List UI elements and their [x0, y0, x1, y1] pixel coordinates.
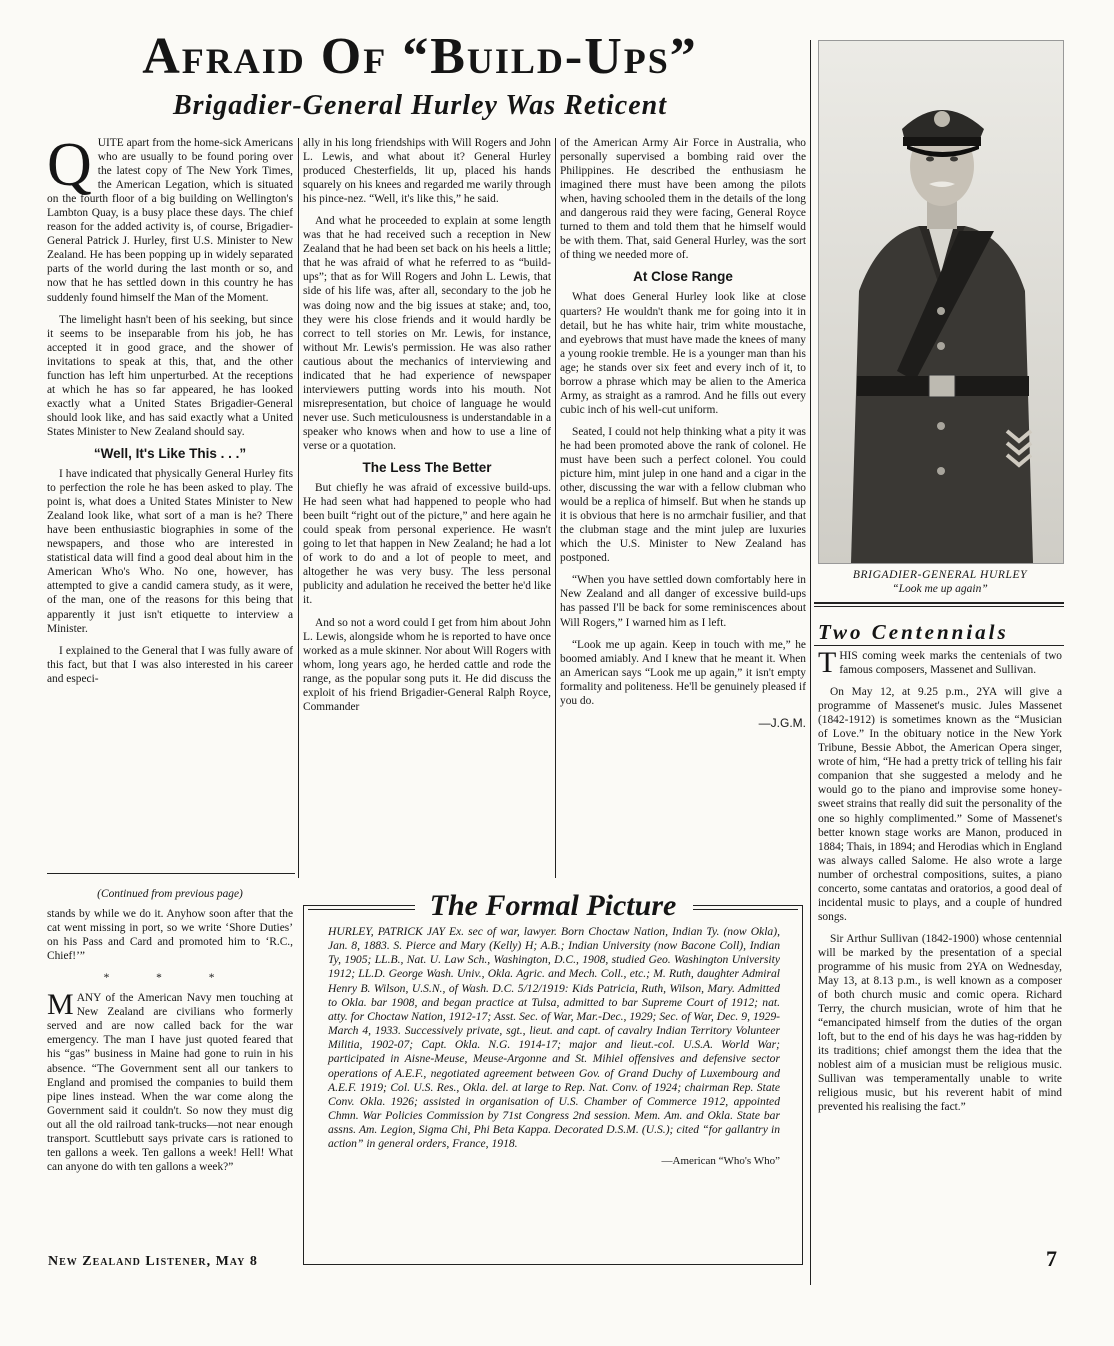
- page-number: 7: [1046, 1246, 1057, 1271]
- paragraph: I have indicated that physically General Hurley fits to perfection the role he has been asked to play. The point is, what does a United States Minister to New Zealand look like, what sort of a man is he? There have been enthusiastic biographies in some of the newspapers, and those who are interested in statistical data will find a good deal about him in the American Who's Who. No one, however, has attempted to give a candid camera study, as it were, of the man, one of the reasons for this being that apparently it just isn't etiquette to interview a Minister.: [47, 468, 293, 635]
- general-hurley-photo: [818, 40, 1064, 564]
- article-column-1: [47, 136, 293, 871]
- section-heading: The Less The Better: [362, 460, 492, 476]
- continued-label: (Continued from previous page): [97, 888, 243, 900]
- section-divider: [814, 602, 1064, 604]
- paragraph: Sir Arthur Sullivan (1842-1900) whose centennial will be marked by the presentation of a special programme of his music from 2YA on Wednesday, May 13, at 8.13 p.m., is well known as a composer of both church music and comic opera. Richard Terry, the church musician, wrote of him that he “emancipated himself from the duties of the organ loft, but to the end of his days he was hag-ridden by its traditions; chief amongst them the idea that the noblest aim of a musician must be religious music. Sullivan was temperamentally unable to write religious music, but his reverent habit of mind prevented his realising the fact.”: [818, 932, 1062, 1114]
- section-heading: “Well, It's Like This . . .”: [93, 445, 247, 461]
- paragraph: “When you have settled down comfortably here in New Zealand and all danger of excessive build-ups has passed I'll be back for some reminiscences about Will Rogers,” I warned him as I left.: [560, 574, 806, 629]
- author-signature: —J.G.M.: [758, 715, 806, 730]
- centennials-title: Two Centennials: [818, 620, 1009, 644]
- paragraph: of the American Army Air Force in Australia, who personally supervised a bombing raid over the Philippines. He described the enthusiasm he imagined there must have been among the pilots when, having schooled them in the details of the long and dangerous raid they were facing, General Royce turned to them and told them that he himself would be with them. That, said General Hurley, was the sort of thing we needed more of.: [560, 137, 806, 262]
- source-credit: —American “Who's Who”: [661, 1154, 780, 1167]
- column-divider: [555, 138, 556, 878]
- article-column-2: [303, 136, 551, 881]
- paragraph: UITE apart from the home-sick Americans who are usually to be found poring over the latest copy of The New York Times, the American Legation, which is situated on the fourth floor of a big building on Wellington's Lambton Quay, is a busy place these days. The chief reason for the added activity is, of course, Brigadier-General Patrick J. Hurley, first U.S. Minister to New Zealand. He has been popping up in widely separated parts of the world during the last month or so, and now that he has settled down in this country he has suddenly found himself the Man of the Moment.: [47, 137, 293, 304]
- centennials-column: [818, 649, 1062, 1249]
- paragraph: I explained to the General that I was fully aware of this fact, but that I was also interested in his career and especi-: [47, 644, 293, 685]
- paragraph: But chiefly he was afraid of excessive build-ups. He had seen what had happened to people who had been built “right out of the picture,” and here again he could speak from personal experience. He wasn't going to let that happen in New Zealand; he had a lot of work to do and a lot of people to meet, and altogether he was very busy. The less personal publicity and adulation he received the better he'd like it.: [303, 482, 551, 607]
- drop-cap: T: [818, 649, 837, 679]
- section-heading: At Close Range: [633, 269, 733, 285]
- continued-column: [47, 887, 293, 1242]
- paragraph: stands by while we do it. Anyhow soon after that the cat went missing in port, so we write ‘Shore Duties’ on his Pass and Card and promoted him to ‘R.C., Chief!’”: [47, 908, 293, 963]
- section-divider: [814, 606, 1064, 607]
- paragraph: ally in his long friendships with Will Rogers and John L. Lewis, and what about it? General Hurley produced Chesterfields, lit up, placed his hands squarely on his knees and regarded me warily through his pince-nez. “Well, it's like this,” he said.: [303, 137, 551, 206]
- caption-quote: “Look me up again”: [892, 583, 988, 595]
- paragraph: “Look me up again. Keep in touch with me,” he boomed amiably. And I knew that he meant it. When an American says “Look me up again,” it isn't empty formality and politeness. He'll be genuinely pleased if you do.: [560, 638, 806, 707]
- section-divider: [814, 645, 1064, 646]
- article-column-3: [560, 136, 806, 881]
- subheadline: Brigadier-General Hurley Was Reticent: [172, 90, 668, 121]
- drop-cap: Q: [47, 136, 92, 199]
- section-divider: [47, 873, 295, 874]
- column-divider: [810, 40, 811, 1285]
- caption-title: BRIGADIER-GENERAL HURLEY: [852, 569, 1028, 581]
- paragraph: Seated, I could not help thinking what a pity it was he had been promoted above the rank of colonel. He must have been such a perfect colonel. You could picture him, mint julep in one hand and a cigar in the other, discussing the war with a fellow clubman who would be a replica of himself. But when he stands up it is obvious that here is no armchair fusilier, and that the clubman stage and the mint julep are luxuries which the U.S. Minister to New Zealand has postponed.: [560, 425, 806, 565]
- headline: Afraid Of “Build-Ups”: [142, 28, 698, 85]
- formal-picture-text: [328, 925, 780, 1168]
- section-break: * * *: [103, 972, 237, 985]
- formal-picture-title: [303, 888, 803, 924]
- whos-who-entry: HURLEY, PATRICK JAY Ex. sec of war, lawyer. Born Choctaw Nation, Indian Ty. (now Okla), Jan. 8, 1883. S. Pierce and Mary (Kelly) H; A.B.; Indian University (now Bacone Coll), Indian Ty, 1905; LL.B., Nat. U. Law Sch., Washington, D.C., 1908, studied Geo. Washington University 1912; LL.D. George Wash. Univ., Okla. Agric. and Mech. Coll., etc.; M. Ruth, daughter Admiral Henry B. Wilson, U.S.N., of Wash. D.C. 5/12/1919: Kids Patricia, Ruth, Wilson, Mary. Admitted to Okla. bar 1908, and began practice at Tulsa, admitted to bar Supreme Court of 1912; nat. atty. for Choctaw Nation, 1912-17; Asst. Sec. of War, Mar.-Dec., 1929; Sec. of War, Dec. 9, 1929-March 4, 1933. Successively private, sgt., lieut. and capt. of cavalry Indian Territory Volunteer Militia, 1902-07; Capt. Okla. N.G. 1914-17; major and lieut.-col. U.S.A. World War; participated in Aisne-Meuse, Meuse-Argonne and St. Mihiel offensives and defensive sector operations of A.E.F., negotiated agreement between Gov. of Grand Duchy of Luxembourg and A.E.F. 1919; Col. U.S. Res., Okla. del. at large to Rep. Nat. Conv. of 1924; chairman Rep. State Conv. Okla. 1926; assisted in organisation of U.S. Chamber of Commerce 1912, appointed Chmn. War Policies Commission by 71st Congress 2nd session. Mem. Am. and Okla. State bar assns. Am. Legion, Sigma Chi, Phi Beta Kappa. Decorated D.S.M. (U.S.); cited “for gallantry in action” in general orders, France, 1918.: [328, 925, 780, 1151]
- paragraph: The limelight hasn't been of his seeking, but since it seems to be inseparable from his job, he has accepted it in good grace, and the shower of invitations to speak at this, that, and the other function has left him unperturbed. At the receptions at which he has so far appeared, he has looked exactly what a United States Brigadier-General should look like, and has said exactly what a United States Minister to New Zealand should say.: [47, 313, 293, 438]
- paragraph: And what he proceeded to explain at some length was that he had received such a reception in New Zealand that he had been set back on his heels a little; that he was afraid of what he referred to as “build-ups”; that as for Will Rogers and John L. Lewis, that side of his life was, after all, secondary to the job he was doing now and the big issues at stake; and, too, they were his close friends and it would hardly be correct to tell stories on Mr. Lewis, for instance, without Mr. Lewis's permission. He was also rather cautious about the mechanics of interviewing and indicated that he had experience of newspaper interviewers putting words into his mouth. Not misrepresentation, but choice of language he would never use. Such meticulousness is understandable in a speaker who knows when and how to use a line of verse or a quotation.: [303, 215, 551, 452]
- drop-cap: M: [47, 988, 74, 1022]
- publication-footer: New Zealand Listener, May 8: [48, 1254, 258, 1269]
- column-divider: [298, 138, 299, 878]
- paragraph: ANY of the American Navy men touching at New Zealand are civilians who formerly served and are now called back for the war emergency. The man I have just quoted feared that his “gas” business in Maine had gone to ruin in his absence. “The Government sent all our tankers to England and promised the companies to build them pipe lines instead. When the war come along the Government said it couldn't. So now they must dig out all the old railroad tank-trucks—not near enough transport. Scuttlebutt says private cars is rationed to ten gallons a week. Ten gallons a week! Hell! What can anyone do with ten gallons a week?”: [47, 992, 293, 1173]
- paragraph: And so not a word could I get from him about John L. Lewis, alongside whom he is reported to have once worked as a mule skinner. Nor about Will Rogers with whom, long years ago, he herded cattle and rode the range, as the popular song puts it. He did discuss the exploit of his friend Brigadier-General Ralph Royce, Commander: [303, 616, 551, 713]
- paragraph: On May 12, at 9.25 p.m., 2YA will give a programme of Massenet's music. Jules Massenet (1842-1912) is sometimes known as the “Musician of Love.” In the obituary notice in the New York Tribune, Bessie Abbot, the American Opera singer, wrote of him, “He had a pretty trick of telling his fair companion that she suggested a melody and he would go to the piano and improvise some honey-sweet strains that really did suit the personality of the one so highly complimented.” Some of Massenet's better known stage works are Manon, produced in 1884; Thais, in 1894; and Herodias which in England was always called Salome. He also wrote a large number of orchestral compositions, suites, a piano concerto, some cantatas and oratorios, a good deal of incidental music to plays, and a couple of hundred songs.: [818, 686, 1062, 923]
- paragraph: What does General Hurley look like at close quarters? He wouldn't thank me for going into it in detail, but he has white hair, trim white moustache, and eyebrows that must have made the knees of many a young rookie tremble. He is a younger man than his age; he stands over six feet and every inch of it, to borrow a phrase which may be alien to the America Army, as straight as a ramrod. And he fills out every cubic inch of his well-cut uniform.: [560, 291, 806, 416]
- formal-picture-title-text: The Formal Picture: [420, 889, 687, 922]
- paragraph: HIS coming week marks the centenials of two famous composers, Massenet and Sullivan.: [839, 650, 1062, 677]
- portrait-illustration: [819, 41, 1063, 563]
- photo-caption: [818, 568, 1062, 596]
